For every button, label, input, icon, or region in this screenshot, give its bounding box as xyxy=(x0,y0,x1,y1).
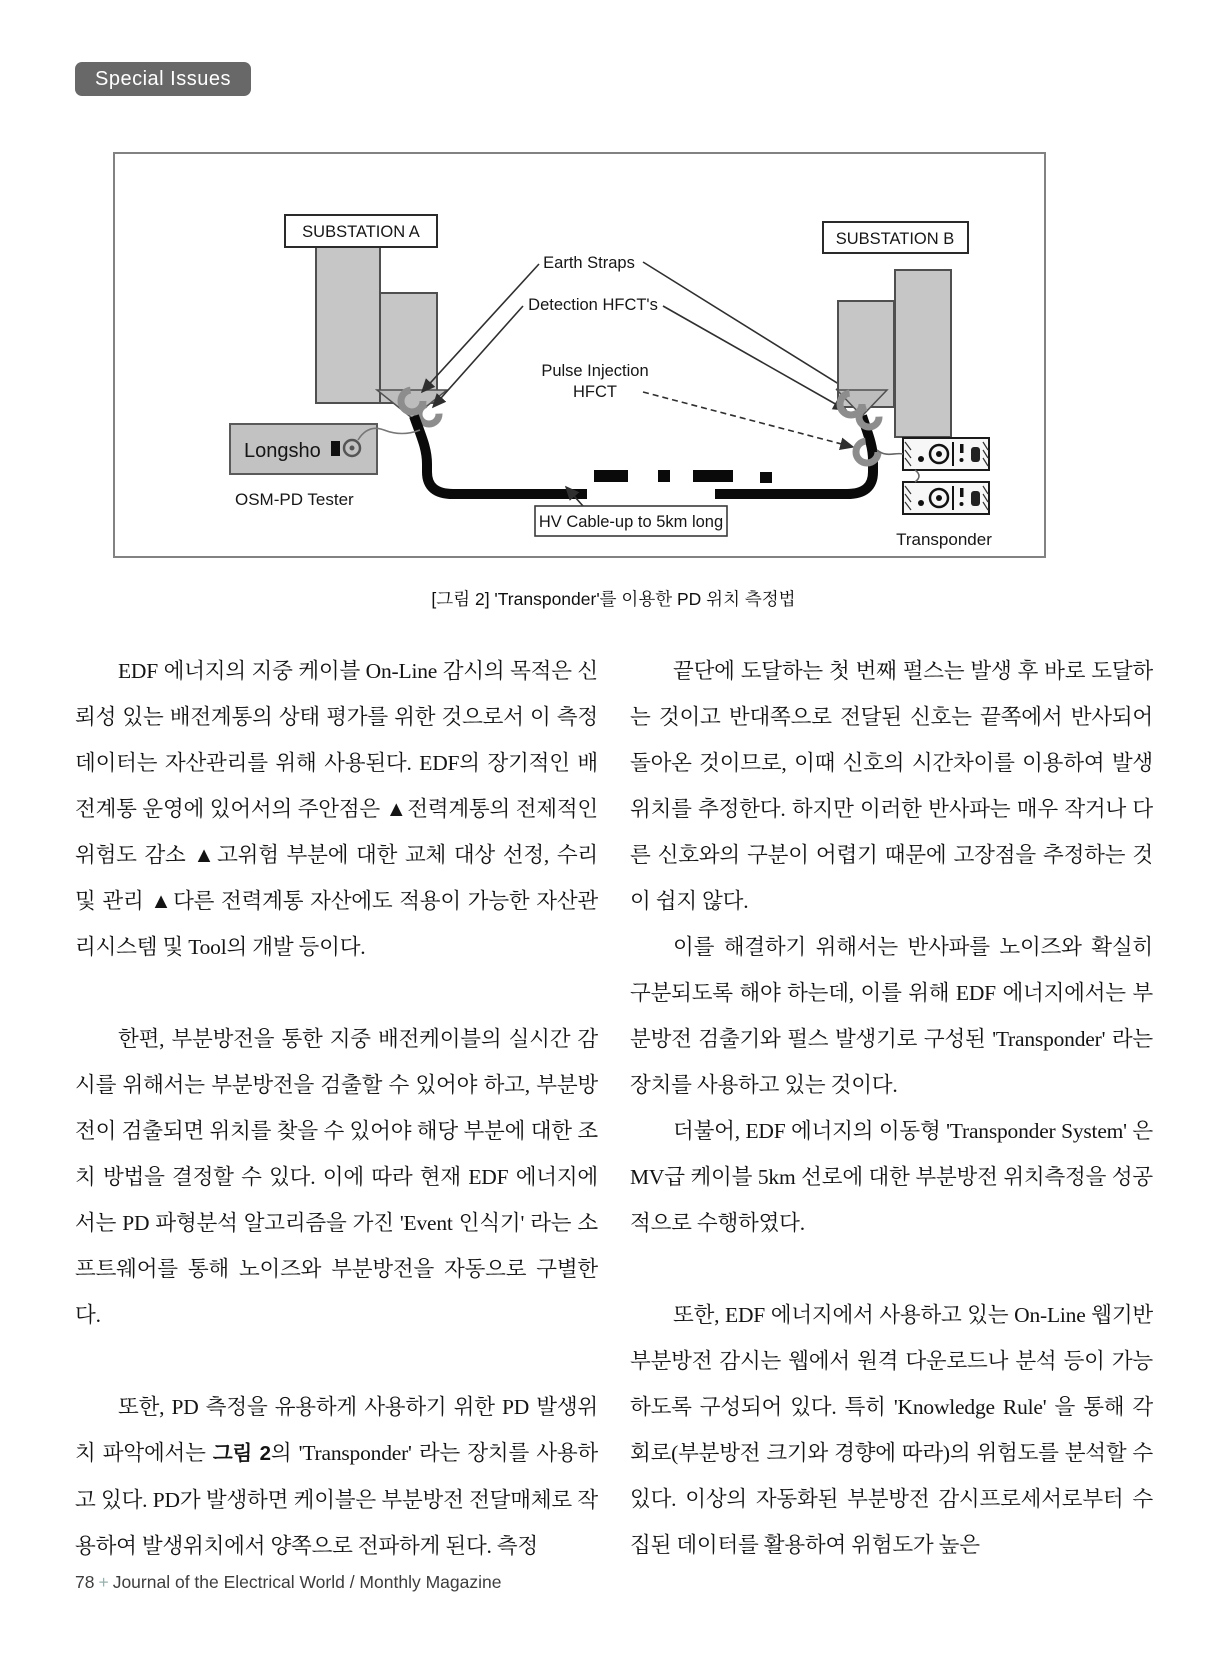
figure-caption: [그림 2] 'Transponder'를 이용한 PD 위치 측정법 xyxy=(431,589,796,609)
longshot-label: Longsho xyxy=(244,440,321,462)
hfct-coil-a-lower xyxy=(419,404,439,424)
cable-dash-2 xyxy=(658,470,670,482)
cable-dash-3 xyxy=(693,470,733,482)
paragraph: 또한, EDF 에너지에서 사용하고 있는 On-Line 웹기반 부분방전 감시는 웹에서 원격 다운로드나 분석 등이 가능하도록 구성되어 있다. 특히 'Knowledge Rule' 을 통해 각 회로(부분방전 크기와 경향에 따라)의 위험도를 분석할 수 있다. 이상의 자동화된 부분방전 감시프로세서로부터 수집된 데이터를 활용하여 위험도가 높은 xyxy=(630,1303,1153,1557)
hv-cable-label: HV Cable-up to 5km long xyxy=(538,513,724,531)
paragraph-text: 의 'Transponder' 라는 장치를 사용하고 있다. PD가 발생하면 케이블은 부분방전 전달매체로 작용하여 발생위치에서 양쪽으로 전파하게 된다. 측정 xyxy=(75,1441,599,1558)
journal-title: Journal of the Electrical World / Monthly Magazine xyxy=(112,1572,502,1592)
arrow-pulse-injection xyxy=(643,392,853,447)
hv-cable-right xyxy=(715,416,873,494)
connector-icon xyxy=(331,441,340,456)
substation-a-building-short xyxy=(380,293,437,403)
substation-b-building-tall xyxy=(895,270,951,437)
detection-hfct-label: Detection HFCT's xyxy=(528,296,658,314)
paragraph-text: 또한, PD 측정을 유용하게 사용하기 위한 PD 발생위치 파악에서는 xyxy=(75,1395,598,1465)
paragraph xyxy=(75,1384,598,1569)
footer-separator: + xyxy=(98,1572,109,1592)
hv-cable-left xyxy=(414,416,587,494)
cable-dash-1 xyxy=(594,470,628,482)
paragraph: 한편, 부분방전을 통한 지중 배전케이블의 실시간 감시를 위해서는 부분방전을 검출할 수 있어야 하고, 부분방전이 검출되면 위치를 찾을 수 있어야 해당 부분에 대한 조치 방법을 결정할 수 있다. 이에 따라 현재 EDF 에너지에서는 PD 파형분석 알고리즘을 가진 'Event 인식기' 라는 소프트웨어를 통해 노이즈와 부분방전을 자동으로 구별한다. xyxy=(75,1027,598,1327)
arrow-detection-right xyxy=(663,306,846,410)
transponder-wire-2 xyxy=(915,470,919,482)
osm-pd-tester-label: OSM-PD Tester xyxy=(235,490,354,509)
paragraph: 이를 해결하기 위해서는 반사파를 노이즈와 확실히 구분되도록 해야 하는데, 이를 위해 EDF 에너지에서는 부분방전 검출기와 펄스 발생기로 구성된 'Transponder' 라는 장치를 사용하고 있는 것이다. xyxy=(630,935,1153,1097)
article-column-right xyxy=(630,648,1153,1568)
cable-dash-4 xyxy=(760,472,772,483)
transponder-label: Transponder xyxy=(896,530,992,549)
pulse-injection-label-line1: Pulse Injection xyxy=(541,362,649,380)
page-number: 78 xyxy=(75,1572,95,1592)
arrow-earth-straps-left xyxy=(422,264,539,392)
arrow-earth-straps-right xyxy=(643,262,850,391)
article-column-left xyxy=(75,648,598,1569)
paragraph: 끝단에 도달하는 첫 번째 펄스는 발생 후 바로 도달하는 것이고 반대쪽으로 전달된 신호는 끝쪽에서 반사되어 돌아온 것이므로, 이때 신호의 시간차이를 이용하여 발생 위치를 추정한다. 하지만 이러한 반사파는 매우 작거나 다른 신호와의 구분이 어렵기 때문에 고장점을 추정하는 것이 쉽지 않다. xyxy=(630,659,1153,913)
pulse-injection-label-line2: HFCT xyxy=(573,383,617,401)
earth-straps-label: Earth Straps xyxy=(543,254,635,272)
paragraph: 더불어, EDF 에너지의 이동형 'Transponder System' 은 MV급 케이블 5km 선로에 대한 부분방전 위치측정을 성공적으로 수행하였다. xyxy=(630,1119,1153,1235)
section-badge: Special Issues xyxy=(75,62,251,96)
figure-reference: 그림 2 xyxy=(212,1442,271,1465)
hfct-coil-b-mid xyxy=(859,407,879,427)
transponder-unit-1 xyxy=(903,438,989,470)
paragraph: EDF 에너지의 지중 케이블 On-Line 감시의 목적은 신뢰성 있는 배전계통의 상태 평가를 위한 것으로서 이 측정 데이터는 자산관리를 위해 사용된다. EDF의 장기적인 배전계통 운영에 있어서의 주안점은 ▲전력계통의 전제적인 위험도 감소 ▲고위험 부분에 대한 교체 대상 선정, 수리 및 관리 ▲다른 전력계통 자산에도 적용이 가능한 자산관리시스템 및 Tool의 개발 등이다. xyxy=(75,659,598,959)
substation-a-label: SUBSTATION A xyxy=(302,223,420,241)
transponder-unit-2 xyxy=(903,482,989,514)
figure-diagram xyxy=(113,152,1046,558)
connector-coil-dot xyxy=(350,446,355,451)
pd-location-diagram xyxy=(115,154,1044,556)
substation-a-building-tall xyxy=(316,245,380,403)
substation-b-label: SUBSTATION B xyxy=(835,230,955,248)
arrow-detection-left xyxy=(433,306,523,407)
page-footer xyxy=(75,1572,501,1593)
